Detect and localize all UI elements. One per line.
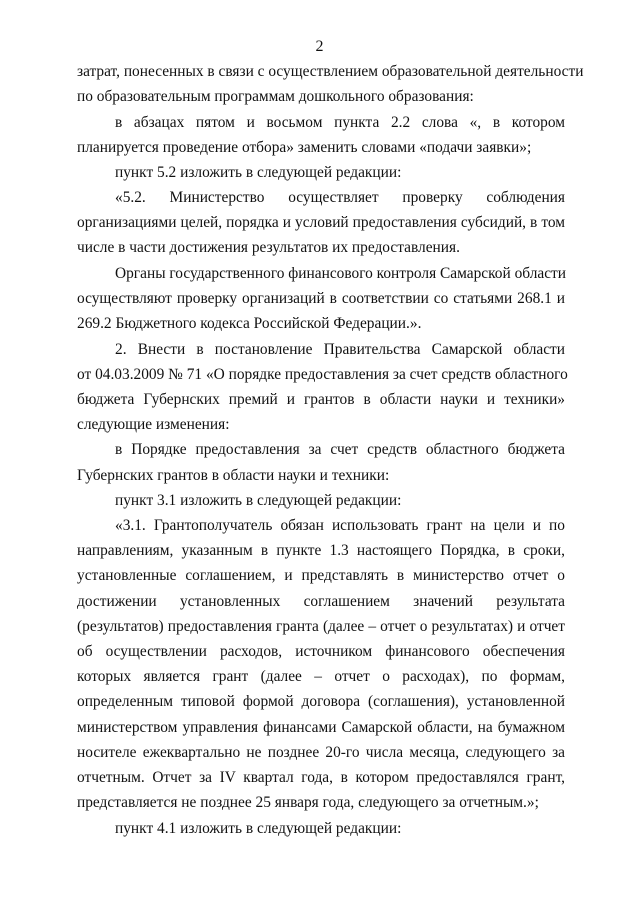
text-line: бюджета Губернских премий и грантов в области науки и техники» (77, 391, 565, 408)
text-line: пункт 5.2 изложить в следующей редакции: (115, 164, 402, 181)
text-line: «3.1. Грантополучатель обязан использовать грант на цели и по (115, 517, 565, 534)
text-line: достижении установленных соглашением значений результата (77, 593, 565, 610)
text-line: числе в части достижения результатов их предоставления. (77, 239, 460, 256)
text-line: планируется проведение отбора» заменить словами «подачи заявки»; (77, 139, 532, 156)
text-line: отчетным. Отчет за IV квартал года, в котором предоставлялся грант, (77, 769, 565, 786)
text-line: носителе ежеквартально не позднее 20-го числа месяца, следующего за (77, 744, 565, 761)
text-line: в Порядке предоставления за счет средств областного бюджета (115, 441, 565, 458)
text-line: затрат, понесенных в связи с осуществлением образовательной деятельности (77, 63, 584, 80)
text-line: по образовательным программам дошкольного образования: (77, 88, 474, 105)
text-line: Органы государственного финансового контроля Самарской области (115, 265, 567, 282)
text-line: 2. Внести в постановление Правительства Самарской области (115, 341, 565, 358)
text-line: установленные соглашением, и представлять в министерство отчет о (77, 567, 565, 584)
text-line: «5.2. Министерство осуществляет проверку соблюдения (115, 189, 565, 206)
text-line: пункт 3.1 изложить в следующей редакции: (115, 492, 402, 509)
page-number: 2 (315, 38, 324, 55)
text-line: 269.2 Бюджетного кодекса Российской Федерации.». (77, 315, 422, 332)
text-line: определенным типовой формой договора (соглашения), установленной (77, 693, 565, 710)
text-line: организациями целей, порядка и условий предоставления субсидий, в том (77, 214, 565, 231)
text-line: следующие изменения: (77, 416, 230, 433)
text-line: представляется не позднее 25 января года, следующего за отчетным.»; (77, 794, 539, 811)
text-line: осуществляют проверку организаций в соответствии со статьями 268.1 и (77, 290, 565, 307)
text-line: направлениям, указанным в пункте 1.3 настоящего Порядка, в сроки, (77, 542, 565, 559)
text-line: об осуществлении расходов, источником финансового обеспечения (77, 643, 565, 660)
text-line: Губернских грантов в области науки и техники: (77, 467, 390, 484)
text-line: пункт 4.1 изложить в следующей редакции: (115, 820, 402, 837)
text-line: (результатов) предоставления гранта (далее – отчет о результатах) и отчет (77, 618, 565, 635)
text-line: от 04.03.2009 № 71 «О порядке предоставления за счет средств областного (77, 366, 568, 383)
text-line: которых является грант (далее – отчет о расходах), по формам, (77, 668, 565, 685)
text-line: министерством управления финансами Самарской области, на бумажном (77, 719, 565, 736)
text-line: в абзацах пятом и восьмом пункта 2.2 слова «, в котором (115, 114, 565, 131)
